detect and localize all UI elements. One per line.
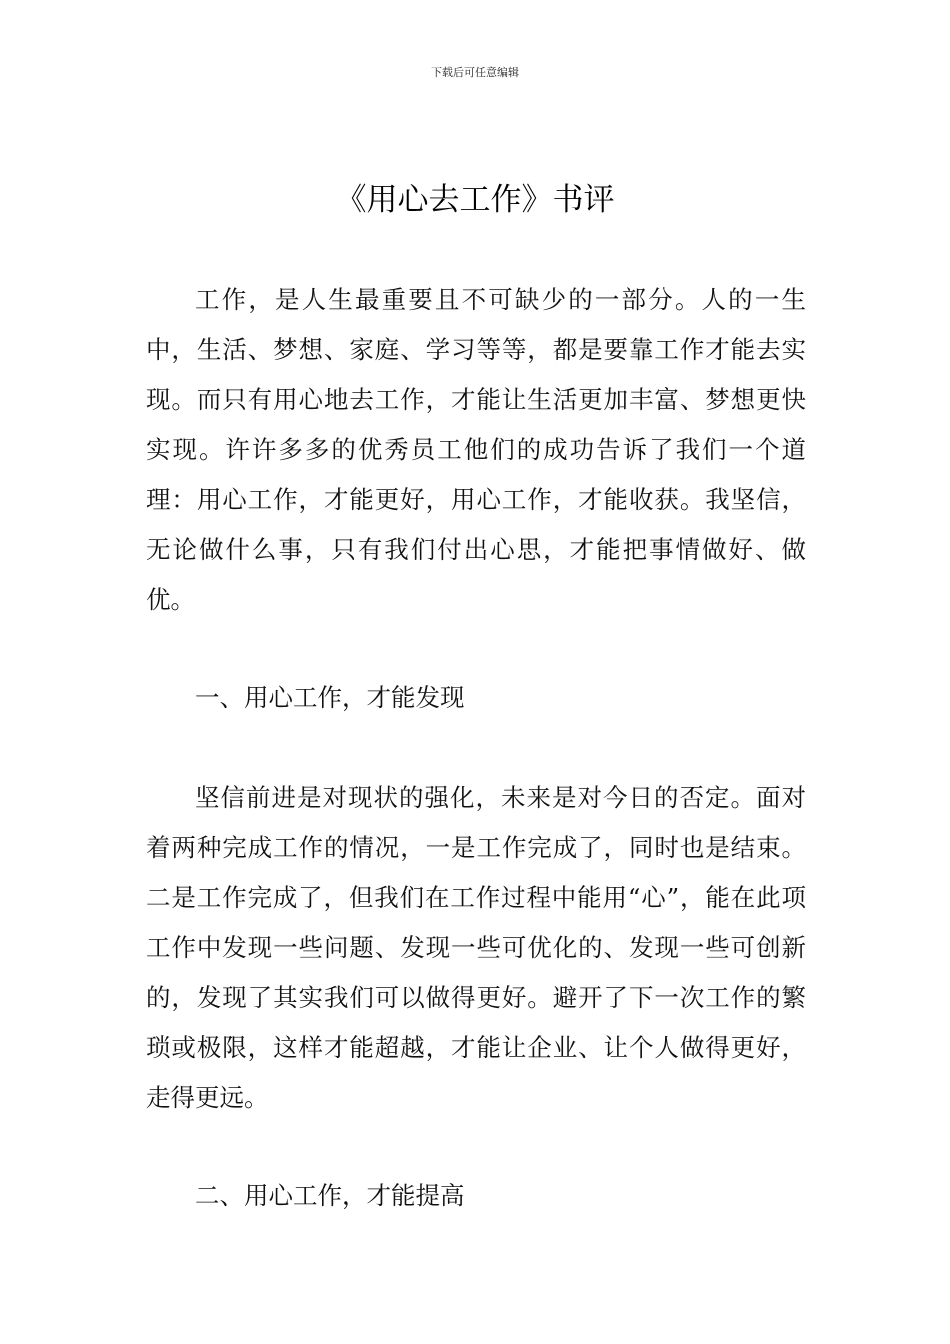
document-title: 《用心去工作》书评	[335, 182, 615, 218]
header-note: 下载后可任意编辑	[431, 66, 519, 79]
section-paragraph-1: 坚信前进是对现状的强化，未来是对今日的否定。面对着两种完成工作的情况，一是工作完成了，同时也是结束。二是工作完成了，但我们在工作过程中能用“心”，能在此项工作中发现一些问题、发现一些可优化的、发现一些可创新的，发现了其实我们可以做得更好。避开了下一次工作的繁琐或极限，这样才能超越，才能让企业、让个人做得更好，走得更远。	[146, 783, 806, 1112]
section-heading-1: 一、用心工作，才能发现	[195, 683, 465, 712]
intro-paragraph: 工作，是人生最重要且不可缺少的一部分。人的一生中，生活、梦想、家庭、学习等等，都是要靠工作才能去实现。而只有用心地去工作，才能让生活更加丰富、梦想更快实现。许许多多的优秀员工他们的成功告诉了我们一个道理：用心工作，才能更好，用心工作，才能收获。我坚信，无论做什么事，只有我们付出心思，才能把事情做好、做优。	[146, 285, 806, 614]
section-heading-2: 二、用心工作，才能提高	[195, 1181, 465, 1210]
